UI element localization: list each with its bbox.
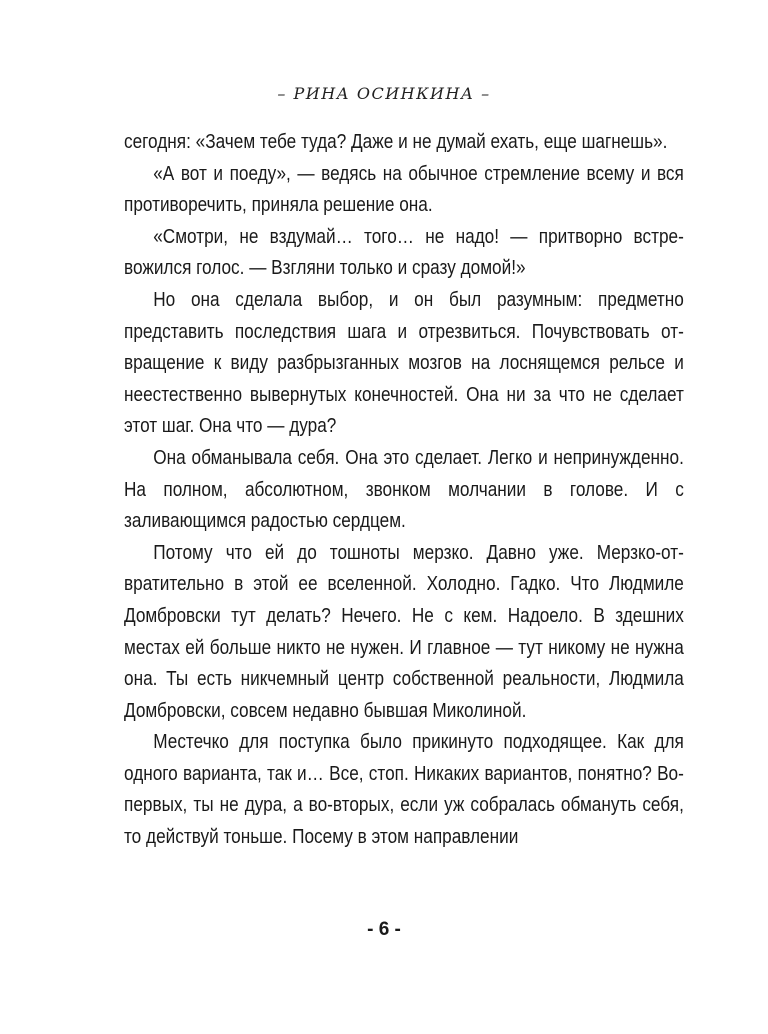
paragraph: «Смотри, не вздумай… того… не надо! — притворно встревожился голос. — Взгляни только и сразу домой!» <box>124 225 684 280</box>
paragraph: Она обманывала себя. Она это сделает. Легко и непринужденно. На полном, абсолютном, звонком молчании в голове. И с заливающимся радостью сердцем. <box>124 446 684 533</box>
paragraph: сегодня: «Зачем тебе туда? Даже и не думай ехать, еще шагнешь». <box>124 131 668 153</box>
paragraph: «А вот и поеду», — ведясь на обычное стремление всему и вся противоречить, приняла решение она. <box>124 162 684 217</box>
paragraph: Потому что ей до тошноты мерзко. Давно уже. Мерзко-отвратительно в этой ее вселенной. Холодно. Гадко. Что Людмиле Домбровски тут делать? Нечего. Не с кем. Надоело. В здешних местах ей больше никто не нужен. И главное — тут никому не нужна она. Ты есть никчемный центр собственной реальности, Людмила Домбровски, совсем недавно бывшая Миколиной. <box>124 541 684 722</box>
paragraph: Местечко для поступка было прикинуто подходящее. Как для одного варианта, так и… Все, стоп. Никаких вариантов, понятно? Во-первых, ты не дура, а во-вторых, если уж собралась обмануть себя, то действуй тоньше. Посему в этом направлении <box>124 731 684 849</box>
paragraph: Но она сделала выбор, и он был разумным: предметно представить последствия шага и отрезвиться. Почувствовать отвращение к виду разбрызганных мозгов на лоснящемся рельсе и неестественно вывернутых конечностей. Она ни за что не сделает этот шаг. Она что — дура? <box>124 288 684 438</box>
running-head: – РИНА ОСИНКИНА – <box>277 84 491 103</box>
body-text <box>124 127 684 854</box>
page-number: - 6 - <box>367 919 401 940</box>
